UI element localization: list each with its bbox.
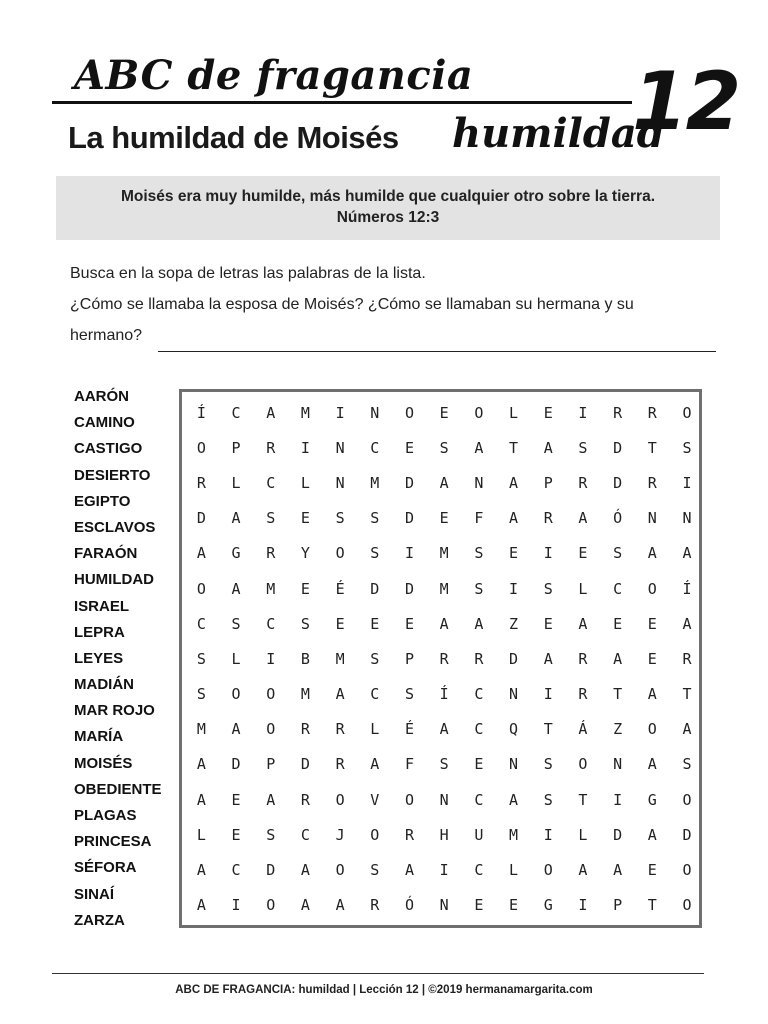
- word-list-item: MADIÁN: [74, 676, 134, 694]
- grid-letter-cell[interactable]: G: [543, 896, 553, 915]
- grid-letter-cell[interactable]: M: [370, 473, 380, 492]
- grid-letter-cell[interactable]: O: [266, 896, 276, 915]
- grid-letter-cell[interactable]: D: [509, 649, 519, 668]
- grid-letter-cell[interactable]: N: [335, 473, 345, 492]
- grid-letter-cell[interactable]: S: [370, 544, 380, 563]
- grid-letter-cell[interactable]: E: [404, 438, 414, 457]
- grid-letter-cell[interactable]: S: [231, 614, 241, 633]
- grid-letter-cell[interactable]: A: [682, 614, 692, 633]
- grid-letter-cell[interactable]: N: [370, 403, 380, 422]
- grid-letter-cell[interactable]: S: [613, 544, 623, 563]
- grid-letter-cell[interactable]: A: [266, 790, 276, 809]
- lesson-title: La humildad de Moisés: [68, 120, 399, 155]
- grid-letter-cell[interactable]: T: [578, 790, 588, 809]
- grid-letter-cell[interactable]: Ó: [404, 896, 414, 915]
- grid-letter-cell[interactable]: T: [647, 438, 657, 457]
- word-list-item: PLAGAS: [74, 807, 137, 824]
- lesson-number: 12: [632, 55, 740, 148]
- grid-letter-cell[interactable]: M: [439, 544, 449, 563]
- grid-letter-cell[interactable]: C: [370, 685, 380, 704]
- series-title: ABC de fragancia: [74, 52, 474, 99]
- grid-letter-cell[interactable]: E: [300, 509, 310, 528]
- grid-letter-cell[interactable]: E: [647, 649, 657, 668]
- grid-letter-cell[interactable]: R: [543, 509, 553, 528]
- grid-letter-cell[interactable]: R: [370, 896, 380, 915]
- word-list-item: PRINCESA: [74, 833, 152, 851]
- grid-letter-cell[interactable]: R: [578, 649, 588, 668]
- footer-rule: [52, 973, 704, 974]
- grid-letter-cell[interactable]: E: [509, 544, 519, 563]
- grid-letter-cell[interactable]: O: [682, 896, 692, 915]
- grid-letter-cell[interactable]: A: [509, 473, 519, 492]
- grid-letter-cell[interactable]: N: [474, 473, 484, 492]
- grid-letter-cell[interactable]: D: [613, 438, 623, 457]
- grid-letter-cell[interactable]: S: [474, 544, 484, 563]
- grid-letter-cell[interactable]: O: [682, 403, 692, 422]
- grid-letter-cell[interactable]: S: [300, 614, 310, 633]
- grid-letter-cell[interactable]: S: [682, 438, 692, 457]
- answer-line[interactable]: [158, 351, 716, 352]
- grid-letter-cell[interactable]: Q: [509, 720, 519, 739]
- grid-letter-cell[interactable]: O: [196, 579, 206, 598]
- grid-letter-cell[interactable]: S: [682, 755, 692, 774]
- grid-letter-cell[interactable]: J: [335, 825, 345, 844]
- grid-letter-cell[interactable]: G: [231, 544, 241, 563]
- grid-letter-cell[interactable]: T: [647, 896, 657, 915]
- grid-letter-cell[interactable]: T: [682, 685, 692, 704]
- grid-letter-cell[interactable]: O: [682, 790, 692, 809]
- word-list-item: AARÓN: [74, 388, 129, 405]
- grid-letter-cell[interactable]: R: [578, 473, 588, 492]
- grid-letter-cell[interactable]: R: [439, 649, 449, 668]
- grid-letter-cell[interactable]: E: [578, 544, 588, 563]
- grid-letter-cell[interactable]: O: [266, 720, 276, 739]
- grid-letter-cell[interactable]: R: [335, 720, 345, 739]
- grid-letter-cell[interactable]: S: [370, 649, 380, 668]
- grid-letter-cell[interactable]: D: [266, 861, 276, 880]
- grid-letter-cell[interactable]: Ó: [613, 509, 623, 528]
- grid-letter-cell[interactable]: R: [404, 825, 414, 844]
- grid-letter-cell[interactable]: I: [543, 544, 553, 563]
- grid-letter-cell[interactable]: N: [439, 896, 449, 915]
- grid-letter-cell[interactable]: E: [647, 861, 657, 880]
- grid-letter-cell[interactable]: E: [370, 614, 380, 633]
- grid-letter-cell[interactable]: O: [335, 790, 345, 809]
- grid-letter-cell[interactable]: O: [370, 825, 380, 844]
- grid-letter-cell[interactable]: Y: [300, 544, 310, 563]
- grid-letter-cell[interactable]: E: [439, 403, 449, 422]
- grid-letter-cell[interactable]: S: [196, 649, 206, 668]
- grid-letter-cell[interactable]: I: [509, 579, 519, 598]
- grid-letter-cell[interactable]: C: [266, 614, 276, 633]
- grid-letter-cell[interactable]: T: [613, 685, 623, 704]
- grid-letter-cell[interactable]: O: [543, 861, 553, 880]
- grid-letter-cell[interactable]: A: [439, 614, 449, 633]
- word-list-item: ZARZA: [74, 911, 125, 929]
- grid-letter-cell[interactable]: A: [647, 755, 657, 774]
- grid-letter-cell[interactable]: E: [300, 579, 310, 598]
- grid-letter-cell[interactable]: N: [682, 509, 692, 528]
- grid-letter-cell[interactable]: I: [613, 790, 623, 809]
- grid-letter-cell[interactable]: S: [439, 755, 449, 774]
- grid-letter-cell[interactable]: E: [647, 614, 657, 633]
- grid-letter-cell[interactable]: M: [439, 579, 449, 598]
- verse-box: [56, 176, 720, 240]
- grid-letter-cell[interactable]: M: [335, 649, 345, 668]
- grid-letter-cell[interactable]: D: [682, 825, 692, 844]
- grid-letter-cell[interactable]: V: [370, 790, 380, 809]
- grid-letter-cell[interactable]: A: [404, 861, 414, 880]
- grid-letter-cell[interactable]: S: [578, 438, 588, 457]
- grid-letter-cell[interactable]: A: [543, 649, 553, 668]
- grid-letter-cell[interactable]: L: [578, 579, 588, 598]
- grid-letter-cell[interactable]: R: [300, 790, 310, 809]
- grid-letter-cell[interactable]: H: [439, 825, 449, 844]
- grid-letter-cell[interactable]: A: [474, 614, 484, 633]
- grid-letter-cell[interactable]: S: [404, 685, 414, 704]
- grid-letter-cell[interactable]: N: [509, 685, 519, 704]
- grid-letter-cell[interactable]: R: [474, 649, 484, 668]
- grid-letter-cell[interactable]: L: [509, 861, 519, 880]
- grid-letter-cell[interactable]: F: [474, 509, 484, 528]
- grid-letter-cell[interactable]: I: [266, 649, 276, 668]
- grid-letter-cell[interactable]: A: [196, 896, 206, 915]
- grid-letter-cell[interactable]: C: [196, 614, 206, 633]
- grid-letter-cell[interactable]: Z: [509, 614, 519, 633]
- grid-letter-cell[interactable]: A: [682, 544, 692, 563]
- grid-letter-cell[interactable]: A: [231, 720, 241, 739]
- grid-letter-cell[interactable]: M: [509, 825, 519, 844]
- grid-letter-cell[interactable]: N: [647, 509, 657, 528]
- word-list-item: ESCLAVOS: [74, 518, 156, 536]
- grid-letter-cell[interactable]: A: [439, 473, 449, 492]
- grid-letter-cell[interactable]: O: [647, 720, 657, 739]
- grid-letter-cell[interactable]: A: [266, 403, 276, 422]
- grid-letter-cell[interactable]: A: [231, 509, 241, 528]
- grid-letter-cell[interactable]: U: [474, 825, 484, 844]
- grid-letter-cell[interactable]: A: [196, 861, 206, 880]
- grid-letter-cell[interactable]: O: [578, 755, 588, 774]
- grid-letter-cell[interactable]: D: [613, 473, 623, 492]
- grid-letter-cell[interactable]: I: [543, 685, 553, 704]
- grid-letter-cell[interactable]: P: [231, 438, 241, 457]
- grid-letter-cell[interactable]: M: [300, 685, 310, 704]
- word-list-item: MARÍA: [74, 728, 124, 746]
- grid-letter-cell[interactable]: I: [231, 896, 241, 915]
- grid-letter-cell[interactable]: Í: [196, 403, 206, 422]
- grid-letter-cell[interactable]: D: [404, 473, 414, 492]
- grid-letter-cell[interactable]: Í: [439, 685, 449, 704]
- grid-letter-cell[interactable]: D: [404, 579, 414, 598]
- grid-letter-cell[interactable]: E: [231, 825, 241, 844]
- grid-letter-cell[interactable]: L: [231, 473, 241, 492]
- grid-letter-cell[interactable]: C: [300, 825, 310, 844]
- grid-letter-cell[interactable]: G: [647, 790, 657, 809]
- grid-letter-cell[interactable]: A: [300, 861, 310, 880]
- grid-letter-cell[interactable]: L: [370, 720, 380, 739]
- grid-letter-cell[interactable]: N: [335, 438, 345, 457]
- grid-letter-cell[interactable]: D: [196, 509, 206, 528]
- grid-letter-cell[interactable]: O: [266, 685, 276, 704]
- grid-letter-cell[interactable]: A: [647, 685, 657, 704]
- grid-letter-cell[interactable]: A: [196, 544, 206, 563]
- grid-letter-cell[interactable]: C: [266, 473, 276, 492]
- grid-letter-cell[interactable]: I: [335, 403, 345, 422]
- grid-letter-cell[interactable]: C: [231, 861, 241, 880]
- word-search-grid: [184, 395, 704, 923]
- grid-letter-cell[interactable]: O: [404, 403, 414, 422]
- grid-letter-cell[interactable]: D: [370, 579, 380, 598]
- word-list-item: DESIERTO: [74, 466, 151, 484]
- grid-letter-cell[interactable]: E: [543, 614, 553, 633]
- grid-letter-cell[interactable]: N: [613, 755, 623, 774]
- word-list-item: LEPRA: [74, 623, 125, 641]
- word-list-item: ISRAEL: [74, 597, 130, 615]
- grid-letter-cell[interactable]: S: [543, 579, 553, 598]
- word-list-item: CASTIGO: [74, 440, 143, 458]
- grid-letter-cell[interactable]: A: [335, 685, 345, 704]
- grid-letter-cell[interactable]: R: [196, 473, 206, 492]
- grid-letter-cell[interactable]: I: [439, 861, 449, 880]
- grid-letter-cell[interactable]: D: [613, 825, 623, 844]
- grid-letter-cell[interactable]: O: [404, 790, 414, 809]
- grid-letter-cell[interactable]: C: [474, 685, 484, 704]
- grid-letter-cell[interactable]: S: [370, 861, 380, 880]
- word-list: [74, 384, 174, 934]
- grid-letter-cell[interactable]: R: [647, 403, 657, 422]
- grid-letter-cell[interactable]: I: [578, 403, 588, 422]
- grid-letter-cell[interactable]: P: [266, 755, 276, 774]
- grid-letter-cell[interactable]: E: [335, 614, 345, 633]
- grid-letter-cell[interactable]: L: [300, 473, 310, 492]
- grid-letter-cell[interactable]: A: [578, 861, 588, 880]
- grid-letter-cell[interactable]: S: [439, 438, 449, 457]
- word-list-item: SINAÍ: [74, 885, 115, 903]
- grid-letter-cell[interactable]: P: [404, 649, 414, 668]
- grid-letter-cell[interactable]: R: [613, 403, 623, 422]
- theme-word: humildad: [452, 110, 665, 157]
- grid-letter-cell[interactable]: P: [543, 473, 553, 492]
- grid-letter-cell[interactable]: C: [613, 579, 623, 598]
- grid-letter-cell[interactable]: C: [474, 861, 484, 880]
- grid-letter-cell[interactable]: D: [300, 755, 310, 774]
- grid-letter-cell[interactable]: R: [682, 649, 692, 668]
- grid-letter-cell[interactable]: S: [266, 825, 276, 844]
- word-list-item: HUMILDAD: [74, 571, 154, 589]
- verse-text: Moisés era muy humilde, más humilde que cualquier otro sobre la tierra.: [120, 188, 656, 205]
- grid-letter-cell[interactable]: D: [404, 509, 414, 528]
- word-list-item: FARAÓN: [74, 545, 138, 563]
- grid-letter-cell[interactable]: T: [509, 438, 519, 457]
- grid-letter-cell[interactable]: N: [439, 790, 449, 809]
- word-list-item: OBEDIENTE: [74, 780, 162, 798]
- grid-letter-cell[interactable]: A: [509, 509, 519, 528]
- instruction-line-2: ¿Cómo se llamaba la esposa de Moisés? ¿Cómo se llamaban su hermana y su: [70, 296, 634, 313]
- grid-letter-cell[interactable]: O: [474, 403, 484, 422]
- grid-letter-cell[interactable]: A: [509, 790, 519, 809]
- grid-letter-cell[interactable]: E: [439, 509, 449, 528]
- grid-letter-cell[interactable]: E: [509, 896, 519, 915]
- grid-letter-cell[interactable]: A: [613, 649, 623, 668]
- grid-letter-cell[interactable]: O: [647, 579, 657, 598]
- grid-letter-cell[interactable]: A: [335, 896, 345, 915]
- word-list-item: LEYES: [74, 649, 124, 667]
- grid-letter-cell[interactable]: R: [266, 438, 276, 457]
- grid-letter-cell[interactable]: I: [578, 896, 588, 915]
- grid-letter-cell[interactable]: A: [647, 544, 657, 563]
- grid-letter-cell[interactable]: A: [370, 755, 380, 774]
- grid-letter-cell[interactable]: M: [266, 579, 276, 598]
- word-list-item: MAR ROJO: [74, 702, 155, 720]
- grid-letter-cell[interactable]: E: [404, 614, 414, 633]
- instruction-line-3: hermano?: [70, 327, 143, 344]
- grid-letter-cell[interactable]: I: [543, 825, 553, 844]
- grid-letter-cell[interactable]: O: [335, 861, 345, 880]
- grid-letter-cell[interactable]: M: [196, 720, 206, 739]
- grid-letter-cell[interactable]: E: [474, 755, 484, 774]
- grid-letter-cell[interactable]: A: [543, 438, 553, 457]
- grid-letter-cell[interactable]: I: [300, 438, 310, 457]
- grid-letter-cell[interactable]: O: [682, 861, 692, 880]
- grid-letter-cell[interactable]: M: [300, 403, 310, 422]
- grid-letter-cell[interactable]: É: [404, 720, 414, 739]
- footer-text: ABC DE FRAGANCIA: humildad | Lección 12 | ©2019 hermanamargarita.com: [175, 984, 593, 996]
- grid-letter-cell[interactable]: P: [613, 896, 623, 915]
- grid-letter-cell[interactable]: R: [335, 755, 345, 774]
- grid-letter-cell[interactable]: A: [682, 720, 692, 739]
- grid-letter-cell[interactable]: O: [196, 438, 206, 457]
- grid-letter-cell[interactable]: S: [196, 685, 206, 704]
- grid-letter-cell[interactable]: C: [370, 438, 380, 457]
- grid-letter-cell[interactable]: A: [474, 438, 484, 457]
- grid-letter-cell[interactable]: A: [578, 614, 588, 633]
- grid-letter-cell[interactable]: S: [543, 755, 553, 774]
- grid-letter-cell[interactable]: O: [335, 544, 345, 563]
- grid-letter-cell[interactable]: L: [231, 649, 241, 668]
- grid-letter-cell[interactable]: R: [300, 720, 310, 739]
- grid-letter-cell[interactable]: B: [300, 649, 310, 668]
- grid-letter-cell[interactable]: T: [543, 720, 553, 739]
- header-rule: [52, 101, 632, 104]
- verse-reference: Números 12:3: [336, 209, 440, 226]
- word-list-item: SÉFORA: [74, 859, 137, 877]
- grid-letter-cell[interactable]: D: [231, 755, 241, 774]
- grid-letter-cell[interactable]: R: [266, 544, 276, 563]
- grid-letter-cell[interactable]: A: [439, 720, 449, 739]
- word-list-item: EGIPTO: [74, 492, 131, 510]
- grid-letter-cell[interactable]: R: [647, 473, 657, 492]
- grid-letter-cell[interactable]: R: [578, 685, 588, 704]
- grid-letter-cell[interactable]: A: [300, 896, 310, 915]
- grid-letter-cell[interactable]: É: [335, 579, 345, 598]
- grid-letter-cell[interactable]: A: [231, 579, 241, 598]
- grid-letter-cell[interactable]: L: [196, 825, 206, 844]
- grid-letter-cell[interactable]: F: [404, 755, 414, 774]
- grid-letter-cell[interactable]: S: [370, 509, 380, 528]
- grid-letter-cell[interactable]: S: [266, 509, 276, 528]
- grid-letter-cell[interactable]: Á: [578, 720, 588, 739]
- grid-letter-cell[interactable]: A: [613, 861, 623, 880]
- grid-letter-cell[interactable]: C: [474, 790, 484, 809]
- grid-letter-cell[interactable]: S: [543, 790, 553, 809]
- instruction-line-1: Busca en la sopa de letras las palabras de la lista.: [70, 265, 426, 282]
- grid-letter-cell[interactable]: A: [647, 825, 657, 844]
- word-list-item: MOISÉS: [74, 754, 133, 772]
- grid-letter-cell[interactable]: N: [509, 755, 519, 774]
- grid-letter-cell[interactable]: L: [509, 403, 519, 422]
- grid-letter-cell[interactable]: Z: [613, 720, 623, 739]
- grid-letter-cell[interactable]: A: [578, 509, 588, 528]
- grid-letter-cell[interactable]: E: [613, 614, 623, 633]
- grid-letter-cell[interactable]: I: [682, 473, 692, 492]
- grid-letter-cell[interactable]: E: [231, 790, 241, 809]
- grid-letter-cell[interactable]: O: [231, 685, 241, 704]
- grid-letter-cell[interactable]: Í: [682, 579, 692, 598]
- grid-letter-cell[interactable]: E: [543, 403, 553, 422]
- word-search-box: [179, 389, 702, 928]
- grid-letter-cell[interactable]: I: [404, 544, 414, 563]
- grid-letter-cell[interactable]: C: [474, 720, 484, 739]
- word-list-item: CAMINO: [74, 414, 135, 432]
- grid-letter-cell[interactable]: C: [231, 403, 241, 422]
- grid-letter-cell[interactable]: A: [196, 790, 206, 809]
- grid-letter-cell[interactable]: L: [578, 825, 588, 844]
- grid-letter-cell[interactable]: S: [474, 579, 484, 598]
- grid-letter-cell[interactable]: E: [474, 896, 484, 915]
- grid-letter-cell[interactable]: S: [335, 509, 345, 528]
- grid-letter-cell[interactable]: A: [196, 755, 206, 774]
- instructions: [70, 258, 730, 351]
